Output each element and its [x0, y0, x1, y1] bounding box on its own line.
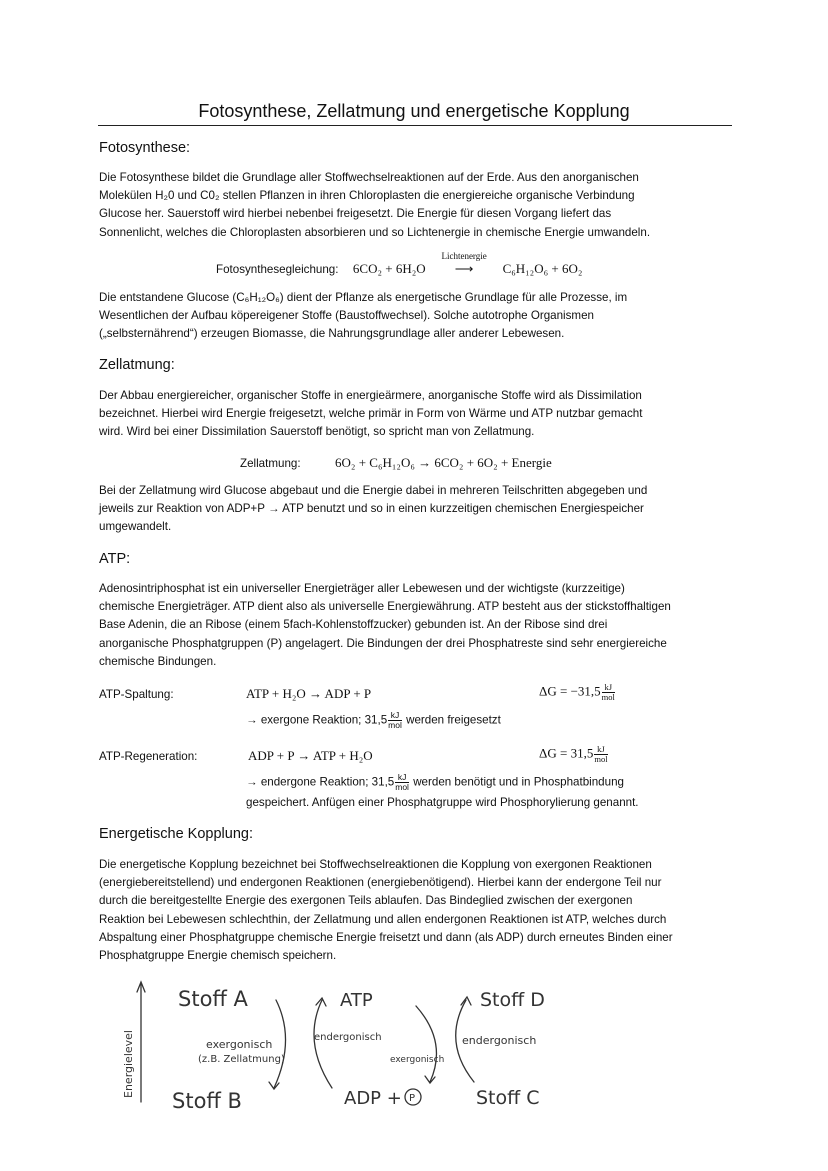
text-line: Base Adenin, die an Ribose (einem 5fach-Kohlenstoffzucker) gebunden ist. An der Ribose sind drei [99, 618, 608, 632]
label-exergonisch-2: exergonisch [390, 1055, 445, 1065]
label-stoff-b: Stoff B [172, 1089, 242, 1113]
unit-numerator: kJ [594, 745, 607, 755]
text-line: chemische Bindungen. [99, 654, 217, 668]
label-adp: ADP + [344, 1088, 402, 1109]
heading-fotosynthese: Fotosynthese: [99, 140, 191, 156]
paragraph-atp [99, 580, 731, 671]
atp-regeneration-equation: ADP + P → ATP + H₂O [248, 748, 373, 763]
note-text: → exergone Reaktion; 31,5 [246, 713, 388, 727]
text-line: („selbsternährend“) erzeugen Biomasse, die Nahrungsgrundlage aller anderer Lebewesen. [99, 327, 565, 341]
label-stoff-d: Stoff D [480, 989, 545, 1011]
equation-body: 6O₂ + C₆H₁₂O₆ → 6CO₂ + 6O₂ + Energie [335, 455, 552, 470]
heading-atp: ATP: [99, 551, 131, 567]
atp-regeneration-label: ATP-Regeneration: [99, 750, 198, 763]
note-text: werden freigesetzt [406, 713, 501, 727]
atp-regeneration-dg [539, 745, 609, 764]
fotosynthese-equation [216, 251, 583, 278]
text-line: Abspaltung einer Phosphatgruppe chemische Energie freisetzt und dann (als ADP) durch erneutes Binden einer [99, 930, 673, 944]
text-line: bezeichnet. Hierbei wird Energie freigesetzt, welche primär in Form von Wärme und ATP nutzbar gemacht [99, 407, 643, 421]
text-line: umgewandelt. [99, 520, 172, 534]
zellatmung-equation [240, 454, 552, 472]
equation-arrow-group [433, 251, 495, 277]
paragraph-zellatmung [99, 387, 731, 442]
text-line: Phosphatgruppe Energie chemisch speichern. [99, 949, 337, 963]
label-endergonisch-2: endergonisch [462, 1034, 537, 1047]
text-line: Die entstandene Glucose (C₆H₁₂O₆) dient der Pflanze als energetische Grundlage für alle Prozesse, im [99, 291, 628, 304]
unit-fraction [388, 711, 402, 730]
note-text: werden benötigt und in Phosphatbindung [413, 775, 624, 789]
atp-spaltung-note [246, 711, 501, 730]
dg-value: ΔG = 31,5 [539, 745, 594, 761]
label-phosphate: P [409, 1093, 416, 1104]
equation-label: Fotosynthesegleichung: [216, 263, 339, 276]
energy-axis-label: Energielevel [122, 1030, 135, 1098]
bracket-exergonic-ab [274, 1000, 286, 1088]
unit-denominator: mol [388, 720, 402, 730]
bracket-exergonic-atp-adp [416, 1006, 436, 1082]
arrowhead-adp [425, 1076, 435, 1083]
text-line: (energiebereitstellend) und endergonen Reaktionen (energiebenötigend). Hierbei kann der endergone Teil nur [99, 876, 662, 890]
paragraph-glucose [99, 289, 731, 344]
atp-spaltung-label: ATP-Spaltung: [99, 688, 174, 701]
text-line: Adenosintriphosphat ist ein universeller Energieträger aller Lebewesen und der wichtigste (kurzzeitige) [99, 582, 625, 595]
text-line: Molekülen H₂0 und C0₂ stellen Pflanzen in ihren Chloroplasten die energiereiche organische Verbindung [99, 189, 635, 203]
unit-fraction [602, 683, 615, 702]
text-line: Bei der Zellatmung wird Glucose abgebaut und die Energie dabei in mehreren Teilschritten abgegeben und [99, 484, 648, 497]
page-title: Fotosynthese, Zellatmung und energetische Kopplung [198, 101, 630, 121]
label-stoff-a: Stoff A [178, 987, 248, 1011]
text-line: Die energetische Kopplung bezeichnet bei Stoffwechselreaktionen die Kopplung von exergonen Reaktionen [99, 858, 652, 871]
atp-regeneration-note-2: gespeichert. Anfügen einer Phosphatgruppe wird Phosphorylierung genannt. [246, 796, 639, 809]
coupling-sketch [0, 970, 828, 1120]
unit-numerator: kJ [388, 711, 402, 721]
label-exergonisch-1: exergonisch [206, 1038, 273, 1051]
text-line: Reaktion bei Lebewesen schlechthin, der Zellatmung und allen endergonen Reaktionen ist ATP, welches durch [99, 912, 667, 926]
text-line: Glucose her. Sauerstoff wird hierbei nebenbei freigesetzt. Die Energie für diesen Vorgang liefert das [99, 207, 612, 221]
paragraph-fotosynthese [99, 169, 731, 242]
label-zellatmung-note: (z.B. Zellatmung) [198, 1054, 285, 1065]
arrowhead-ab [269, 1082, 279, 1089]
label-endergonisch-1: endergonisch [314, 1032, 382, 1043]
unit-fraction [395, 773, 409, 792]
equation-arrow-label: Lichtenergie [441, 251, 487, 261]
paragraph-kopplung [99, 856, 731, 965]
text-line: durch die bereitgestellte Energie des exergonen Teils ablaufen. Das Bindeglied zwischen der exergonen [99, 894, 633, 908]
text-line: Die Fotosynthese bildet die Grundlage aller Stoffwechselreaktionen auf der Erde. Aus den anorganischen [99, 171, 639, 184]
text-line: chemische Energieträger. ATP dient also als universelle Energiewährung. ATP besteht aus der stickstoffhaltigen [99, 600, 671, 614]
text-line: Wesentlichen der Aufbau köpereigener Stoffe (Baustoffwechsel). Solche autotrophe Organismen [99, 309, 594, 323]
atp-spaltung-dg [539, 683, 616, 702]
unit-numerator: kJ [395, 773, 409, 783]
text-line: Sonnenlicht, welches die Chloroplasten absorbieren und so Lichtenergie in chemische Energie umwandeln. [99, 225, 651, 239]
note-text: → endergone Reaktion; 31,5 [246, 775, 395, 789]
equation-left: 6CO₂ + 6H₂O [352, 261, 426, 276]
atp-spaltung-equation: ATP + H₂O → ADP + P [246, 686, 372, 701]
paragraph-zellatmung-2 [99, 482, 731, 537]
equation-right: C₆H₁₂O₆ + 6O₂ [502, 261, 583, 276]
text-line: wird. Wird bei einer Dissimilation Sauerstoff benötigt, so spricht man von Zellatmung. [99, 425, 535, 439]
unit-numerator: kJ [602, 683, 615, 693]
equation-label: Zellatmung: [240, 457, 301, 470]
bracket-endergonic-atp [314, 1000, 332, 1088]
label-atp: ATP [340, 990, 373, 1011]
atp-regeneration-note [246, 773, 624, 792]
heading-kopplung: Energetische Kopplung: [99, 826, 253, 842]
equation-arrow: ⟶ [454, 261, 474, 276]
text-line: anorganische Phosphatgruppen (P) angelagert. Die Bindungen der drei Phosphatreste sind sehr energiereiche [99, 636, 667, 650]
label-stoff-c: Stoff C [476, 1087, 540, 1109]
unit-fraction [594, 745, 607, 764]
heading-zellatmung: Zellatmung: [99, 357, 175, 373]
unit-denominator: mol [601, 692, 615, 702]
title-rule [98, 125, 732, 126]
unit-denominator: mol [395, 782, 409, 792]
text-line: jeweils zur Reaktion von ADP+P → ATP benutzt und so in einen kurzzeitigen chemischen Energiespeicher [99, 502, 644, 516]
unit-denominator: mol [594, 754, 608, 764]
text-line: Der Abbau energiereicher, organischer Stoffe in energieärmere, anorganische Stoffe wird als Dissimilation [99, 389, 642, 402]
dg-value: ΔG = −31,5 [539, 683, 601, 699]
